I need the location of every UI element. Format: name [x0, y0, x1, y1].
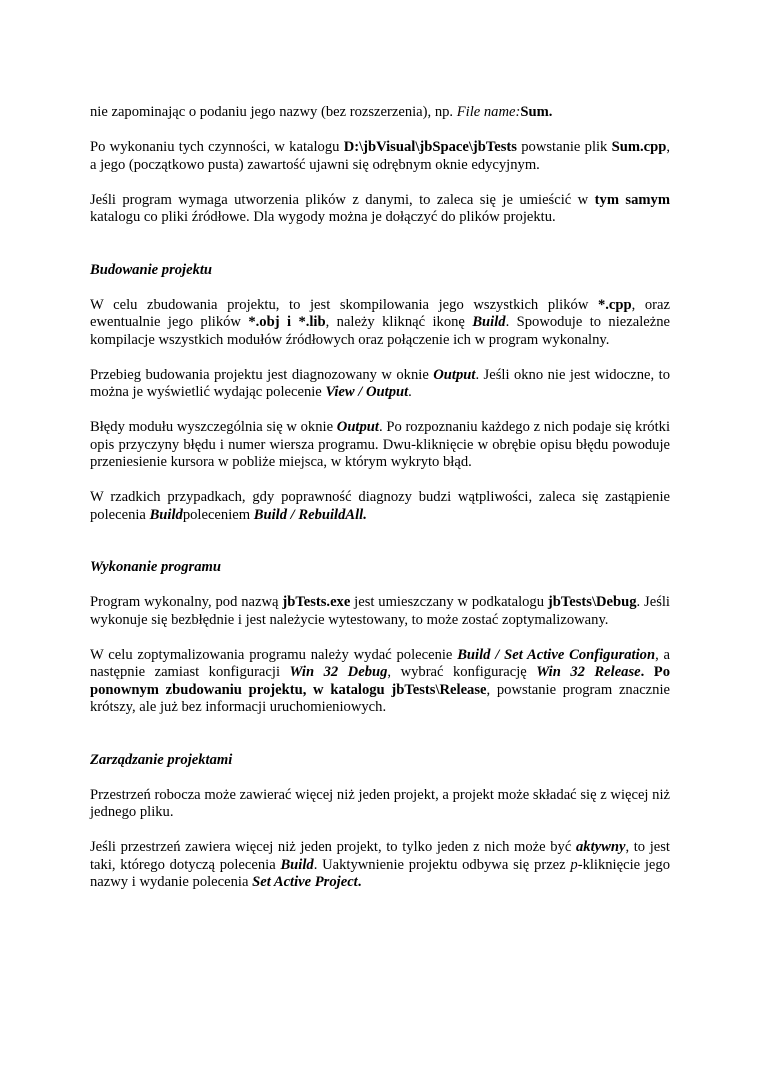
text: W celu zoptymalizowania programu należy wydać polecenie: [90, 646, 458, 663]
text: , należy kliknąć ikonę: [325, 314, 473, 330]
paragraph-executable: [90, 594, 670, 629]
text: jest umieszczany w podkatalogu: [350, 594, 548, 610]
text: , a jego (początkowo pusta) zawartość ujawni się odrębnym oknie edycyjnym.: [90, 139, 671, 173]
text: Jeśli program wymaga utworzenia plików z danymi, to zaleca się je umieścić w: [90, 191, 595, 208]
text-bold: tym samym: [594, 191, 670, 208]
text: , a następnie zamiast konfiguracji: [90, 646, 670, 680]
text: . Po rozpoznaniu każdego z nich podaje się krótki opis przyczyny błędu i numer wiersza programu. Dwu-kliknięcie w obrębie opisu błędu powoduje przeniesienie kursora w pobliże miejsca, w którym wykryto błąd.: [90, 419, 671, 470]
text-bold-italic: Win 32 Release: [536, 664, 641, 680]
text-bold-italic: View / Output: [325, 384, 409, 400]
text-bold: i: [279, 314, 299, 330]
paragraph-catalog: [90, 139, 670, 174]
text-bold-italic: Output: [336, 419, 379, 435]
text-bold-italic: Build / Set Active Configuration: [457, 646, 656, 663]
text-column: [90, 104, 670, 892]
text: . Uaktywnienie projektu odbywa się przez: [313, 856, 571, 873]
text-bold: Sum.: [520, 104, 553, 120]
text: , oraz ewentualnie jego plików: [90, 296, 670, 330]
text-bold-italic: Build: [472, 314, 506, 330]
text: powstanie plik: [516, 139, 612, 155]
text-bold: .: [357, 874, 362, 890]
heading-wykonanie-programu: Wykonanie programu: [90, 559, 221, 575]
text: W rzadkich przypadkach, gdy poprawność diagnozy budzi wątpliwości, zaleca się zastąpienie polecenia: [90, 489, 670, 523]
text-bold: Sum.cpp: [611, 139, 667, 155]
paragraph-file-name: [90, 104, 670, 122]
paragraph-rebuild: [90, 489, 670, 524]
text: Przebieg budowania projektu jest diagnozowany w oknie: [90, 366, 434, 383]
paragraph-active-project: [90, 839, 670, 892]
paragraph-optimize: [90, 647, 670, 717]
text: , powstanie program znacznie krótszy, ale już bez informacji uruchomieniowych.: [90, 681, 670, 715]
text-bold-italic: Output: [433, 366, 476, 383]
paragraph-errors: [90, 419, 670, 472]
text-italic: p-: [570, 856, 583, 873]
text: katalogu co pliki źródłowe. Dla wygody można je dołączyć do plików projektu.: [90, 209, 556, 225]
text: Program wykonalny, pod nazwą: [90, 594, 283, 610]
text-bold: . Po ponownym zbudowaniu projektu, w katalogu: [90, 664, 670, 698]
text: Jeśli przestrzeń zawiera więcej niż jeden projekt, to tylko jeden z nich może być: [90, 839, 576, 855]
text: . Jeśli wykonuje się bezbłędnie i jest należycie wytestowany, to może zostać zoptymalizowany.: [90, 594, 670, 628]
text-bold-italic: Win 32 Debug: [289, 664, 388, 680]
text-bold: *.obj: [248, 314, 280, 330]
text-bold-italic: .: [363, 506, 367, 523]
text: poleceniem: [182, 506, 254, 523]
text: .: [408, 384, 412, 400]
heading-zarzadzanie-projektami: Zarządzanie projektami: [90, 751, 233, 768]
text: , to jest taki, którego dotyczą polecenia: [90, 839, 670, 873]
text: . Spowoduje to niezależne kompilacje wszystkich modułów źródłowych oraz połączenie ich w program wykonalny.: [90, 314, 671, 348]
paragraph-workspace: [90, 787, 670, 822]
text-bold-italic: aktywny: [575, 839, 626, 855]
text: . Jeśli okno nie jest widoczne, to można je wyświetlić wydając polecenie: [90, 366, 670, 400]
text-bold: jbTests\Release: [391, 681, 487, 698]
text-bold: *.lib: [298, 314, 326, 330]
text: Błędy modułu wyszczególnia się w oknie: [90, 419, 337, 435]
text: Po wykonaniu tych czynności, w katalogu: [90, 139, 344, 155]
heading-budowanie-projektu: Budowanie projektu: [90, 261, 213, 278]
text: Przestrzeń robocza może zawierać więcej niż jeden projekt, a projekt może składać się z więcej niż jednego pliku.: [90, 786, 670, 820]
paragraph-output: [90, 367, 670, 402]
text-bold-italic: Build: [149, 506, 183, 523]
text-italic: File name:: [456, 104, 521, 120]
paragraph-build: [90, 297, 670, 350]
text: nie zapominając o podaniu jego nazwy (bez rozszerzenia), np.: [90, 104, 457, 120]
text: , wybrać konfigurację: [387, 664, 537, 680]
text-bold: D:\jbVisual\jbSpace\jbTests: [343, 139, 517, 155]
text: W celu zbudowania projektu, to jest skompilowania jego wszystkich plików: [90, 296, 598, 313]
paragraph-data-files: [90, 192, 670, 227]
text-bold-italic: Build: [280, 856, 314, 873]
text-bold: jbTests\Debug: [547, 594, 637, 610]
text-bold-italic: Build / RebuildAll: [253, 506, 364, 523]
text-bold-italic: Set Active Project: [252, 874, 358, 890]
text-bold: *.cpp: [597, 296, 632, 313]
text-bold: jbTests.exe: [282, 594, 351, 610]
text: kliknięcie jego nazwy i wydanie polecenia: [90, 856, 670, 890]
